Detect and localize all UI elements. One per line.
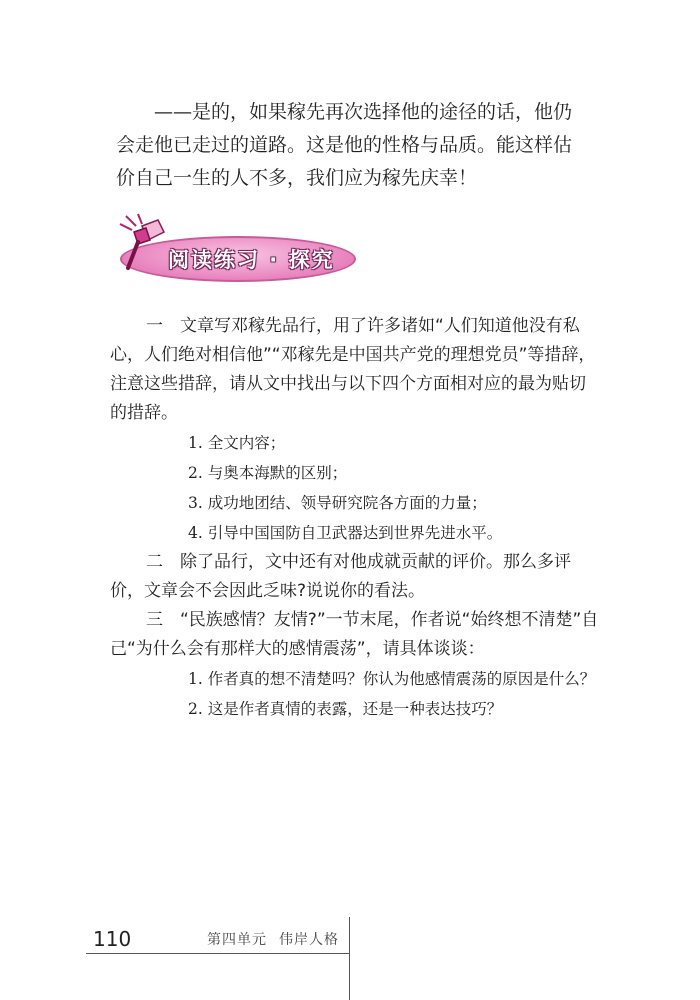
unit-label: 第四单元 xyxy=(207,932,267,948)
unit-title xyxy=(207,929,339,949)
footer-vertical-rule xyxy=(349,917,350,1000)
unit-theme: 伟岸人格 xyxy=(279,932,339,948)
question-3-item-1: 1. 作者真的想不清楚吗？你认为他感情震荡的原因是什么？ xyxy=(188,670,596,688)
page-number: 110 xyxy=(93,927,132,951)
section-title: 阅读练习 · 探究 xyxy=(168,248,335,272)
question-1-item-3: 3. 成功地团结、领导研究院各方面的力量； xyxy=(188,494,487,512)
intro-text xyxy=(116,96,596,195)
section-badge xyxy=(112,210,358,284)
intro-line-2: 会走他已走过的道路。这是他的性格与品质。能这样估 xyxy=(116,134,573,156)
pen-icon xyxy=(112,210,172,274)
intro-line-3: 价自己一生的人不多，我们应为稼先庆幸！ xyxy=(116,167,478,189)
exercise-list xyxy=(110,312,602,724)
question-1: 一 文章写邓稼先品行，用了许多诸如“人们知道他没有私心，人们绝对相信他”“邓稼先是中国共产党的理想党员”等措辞，注意这些措辞，请从文中找出与以下四个方面相对应的最为贴切的措辞。 xyxy=(110,316,596,423)
question-3: 三 “民族感情？友情?”一节末尾，作者说“始终想不清楚”自己“为什么会有那样大的感情震荡”，请具体谈谈： xyxy=(110,610,599,659)
question-3-item-2: 2. 这是作者真情的表露，还是一种表达技巧？ xyxy=(188,700,503,718)
question-1-item-2: 2. 与奥本海默的区别； xyxy=(188,464,348,482)
question-1-item-1: 1. 全文内容； xyxy=(188,434,286,452)
question-1-item-4: 4. 引导中国国防自卫武器达到世界先进水平。 xyxy=(188,524,503,542)
intro-line-1: ——是的，如果稼先再次选择他的途径的话，他仍 xyxy=(154,101,573,123)
question-2: 二 除了品行，文中还有对他成就贡献的评价。那么多评价，文章会不会因此乏味?说说你的看法。 xyxy=(110,552,571,601)
footer-divider xyxy=(86,953,350,954)
